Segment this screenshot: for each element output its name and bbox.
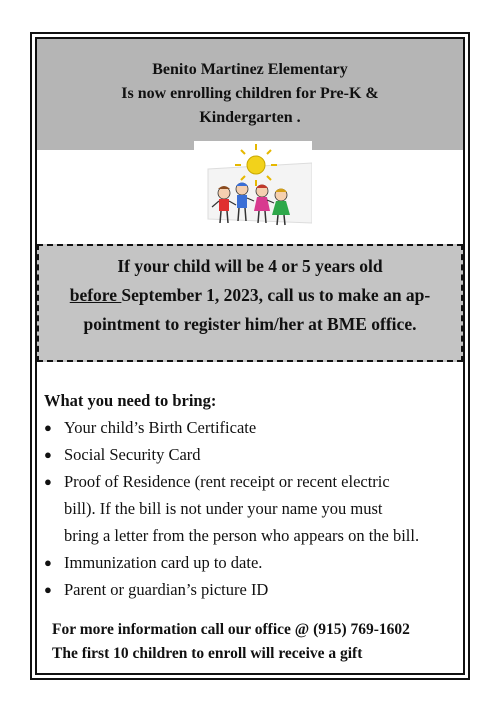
register-line: pointment to register him/her at BME office. <box>83 314 417 334</box>
school-name: Benito Martinez Elementary <box>152 61 348 78</box>
list-item: ● Proof of Residence (rent receipt or recent electric <box>44 468 454 495</box>
deadline-line <box>39 281 461 310</box>
phone-line: For more information call our office @ (915) 769-1602 <box>52 621 410 638</box>
list-item-continuation: bill). If the bill is not under your name you must <box>64 499 383 518</box>
enrolling-line: Is now enrolling children for Pre-K & <box>121 85 379 102</box>
bullet-icon: ● <box>44 420 52 435</box>
eligibility-notice <box>37 244 463 362</box>
requirements-list <box>44 414 454 603</box>
deadline-text: September 1, 2023, call us to make an ap- <box>121 285 431 305</box>
list-item: ● Your child’s Birth Certificate <box>44 414 454 441</box>
gift-line: The first 10 children to enroll will receive a gift <box>52 645 363 662</box>
bullet-icon: ● <box>44 555 52 570</box>
list-item: ● Social Security Card <box>44 441 454 468</box>
list-item: ● Immunization card up to date. <box>44 549 454 576</box>
list-item: ● Parent or guardian’s picture ID <box>44 576 454 603</box>
contact-footer <box>52 618 462 666</box>
children-sun-illustration <box>194 141 312 245</box>
header-banner <box>37 39 463 150</box>
bullet-icon: ● <box>44 474 52 489</box>
before-word: before <box>69 285 122 305</box>
grade-line: Kindergarten . <box>199 109 301 126</box>
bullet-icon: ● <box>44 582 52 597</box>
requirements-section <box>44 388 454 603</box>
list-item-continuation: bring a letter from the person who appears on the bill. <box>64 526 420 545</box>
bullet-icon: ● <box>44 447 52 462</box>
requirements-title: What you need to bring: <box>44 391 217 410</box>
children-clipart <box>194 141 312 245</box>
age-line: If your child will be 4 or 5 years old <box>117 256 383 276</box>
